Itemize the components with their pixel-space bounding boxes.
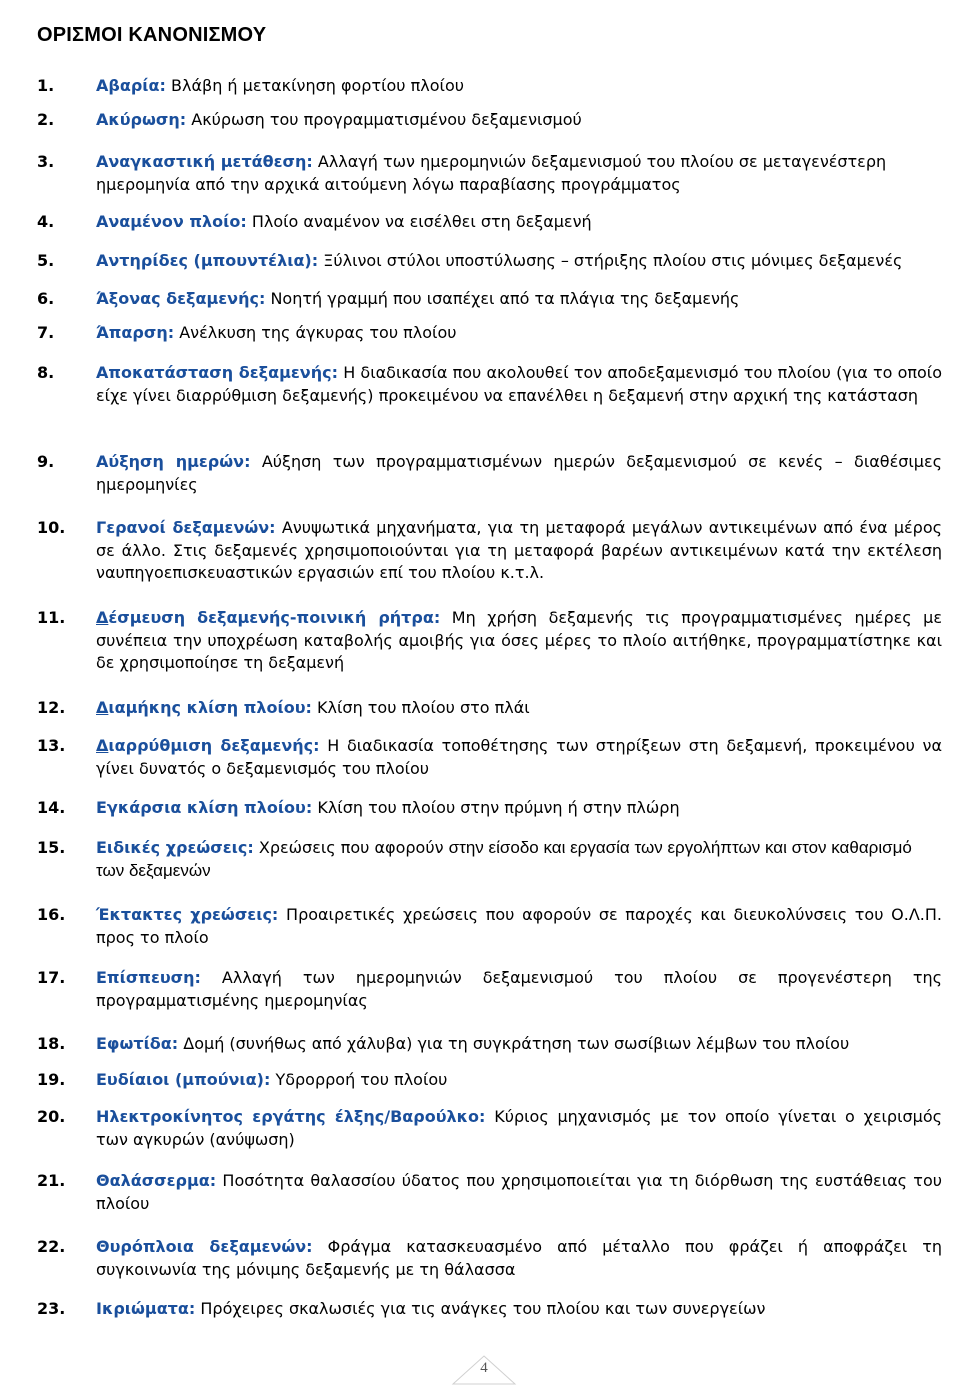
item-definition: Ξύλινοι στύλοι υποστύλωσης – στήριξης πλοίου στις μόνιμες δεξαμενές (323, 251, 903, 270)
page-number: 4 (480, 1360, 488, 1376)
item-definition: Αλλαγή των ημερομηνιών δεξαμενισμού του πλοίου σε μεταγενέστερη ημερομηνία από την αρχικά αιτούμενη λόγω παραβίασης προγράμματος (96, 152, 887, 194)
item-number: 15. (37, 838, 66, 857)
item-number: 13. (37, 736, 66, 755)
item-term: Άπαρση: (96, 323, 175, 342)
item-number: 16. (37, 905, 66, 924)
item-body (96, 288, 942, 311)
item-number: 4. (37, 212, 55, 231)
item-definition: Πλοίο αναμένον να εισέλθει στη δεξαμενή (251, 212, 592, 231)
item-definition: Μη χρήση δεξαμενής τις προγραμματισμένες ημέρες με συνέπεια την υποχρέωση καταβολής αμοιβής για όσες μέρες το πλοίο αιτήθηκε, προγραμματίστηκε και δε χρησιμοποίησε τη δεξαμενή (96, 608, 942, 672)
item-body (96, 1170, 942, 1215)
item-definition: Ανέλκυση της άγκυρας του πλοίου (179, 323, 457, 342)
item-term-initial: Δ (96, 736, 109, 755)
item-number: 2. (37, 110, 55, 129)
item-term: Επίσπευση: (96, 968, 201, 987)
item-body (96, 837, 942, 882)
item-body (96, 967, 942, 1012)
item-term: Ικριώματα: (96, 1299, 196, 1318)
item-definition: Πρόχειρες σκαλωσιές για τις ανάγκες του πλοίου και των συνεργείων (200, 1299, 766, 1318)
item-number: 3. (37, 152, 55, 171)
item-number: 11. (37, 608, 66, 627)
item-definition: Αύξηση των προγραμματισμένων ημερών δεξαμενισμού σε κενές – διαθέσιμες ημερομηνίες (96, 452, 942, 494)
item-body (96, 451, 942, 496)
item-term: ιαμήκης κλίση πλοίου: (108, 698, 312, 717)
item-term: Αναμένον πλοίο: (96, 212, 247, 231)
item-number: 18. (37, 1034, 66, 1053)
item-term: Αβαρία: (96, 76, 166, 95)
item-term: Ευδίαιοι (μπούνια): (96, 1070, 271, 1089)
item-body (96, 1236, 942, 1281)
item-number: 14. (37, 798, 66, 817)
item-term: Έκτακτες χρεώσεις: (96, 905, 279, 924)
item-body (96, 1106, 942, 1151)
item-number: 22. (37, 1237, 66, 1256)
item-body (96, 904, 942, 949)
item-term: Θυρόπλοια δεξαμενών: (96, 1237, 313, 1256)
item-body (96, 797, 942, 820)
item-term: Ακύρωση: (96, 110, 187, 129)
item-definition: Κλίση του πλοίου στην πρύμνη ή στην πλώρη (317, 798, 680, 817)
item-definition: Φράγμα κατασκευασμένο από μέταλλο που φράζει ή αποφράζει τη συγκοινωνία της μόνιμης δεξαμενής με τη θάλασσα (96, 1237, 942, 1279)
item-definition: Ποσότητα θαλασσίου ύδατος που χρησιμοποιείται για τη διόρθωση της ευστάθειας του πλοίου (96, 1171, 942, 1213)
item-number: 19. (37, 1070, 66, 1089)
item-term: Ειδικές χρεώσεις: (96, 838, 254, 857)
item-number: 20. (37, 1107, 66, 1126)
item-definition: Προαιρετικές χρεώσεις που αφορούν σε παροχές και διευκολύνσεις του Ο.Λ.Π. προς το πλοίο (96, 905, 942, 947)
item-definition: Δομή (συνήθως από χάλυβα) για τη συγκράτηση των σωσίβιων λέμβων του πλοίου (183, 1034, 850, 1053)
item-body (96, 211, 942, 234)
item-number: 5. (37, 251, 55, 270)
item-term: Αύξηση ημερών: (96, 452, 251, 471)
item-definition: Κύριος μηχανισμός με τον οποίο γίνεται ο χειρισμός των αγκυρών (ανύψωση) (96, 1107, 942, 1149)
item-term: Αντηρίδες (μπουντέλια): (96, 251, 319, 270)
item-definition: Νοητή γραμμή που ισαπέχει από τα πλάγια της δεξαμενής (270, 289, 740, 308)
item-definition: Βλάβη ή μετακίνηση φορτίου πλοίου (171, 76, 464, 95)
item-term: Εφωτίδα: (96, 1034, 179, 1053)
item-term: Αναγκαστική μετάθεση: (96, 152, 313, 171)
item-body (96, 1069, 942, 1092)
item-number: 12. (37, 698, 66, 717)
item-body (96, 322, 942, 345)
item-body (96, 607, 942, 675)
item-number: 7. (37, 323, 55, 342)
item-body (96, 362, 942, 407)
item-definition: Ανυψωτικά μηχανήματα, για τη μεταφορά μεγάλων αντικειμένων από ένα μέρος σε άλλο. Στις δεξαμενές χρησιμοποιούνται για τη μεταφορά βαρέων αντικειμένων κατά την εκτέλεση ναυπηγοεπισκευαστικών εργασιών επί του πλοίου κ.τ.λ. (96, 518, 943, 582)
item-term: έσμευση δεξαμενής-ποινική ρήτρα: (108, 608, 441, 627)
item-body (96, 109, 942, 132)
item-number: 8. (37, 363, 55, 382)
item-number: 17. (37, 968, 66, 987)
item-body (96, 151, 942, 196)
item-definition: Η διαδικασία που ακολουθεί τον αποδεξαμενισμό του πλοίου (για το οποίο είχε γίνει διαρρύθμιση δεξαμενής) προκειμένου να επανέλθει η δεξαμενή στην αρχική της κατάσταση (96, 363, 943, 405)
item-term: Άξονας δεξαμενής: (96, 289, 266, 308)
item-term: Ηλεκτροκίνητος εργάτης έλξης/Βαρούλκο: (96, 1107, 486, 1126)
item-term: ιαρρύθμιση δεξαμενής: (108, 736, 320, 755)
item-term: Γερανοί δεξαμενών: (96, 518, 276, 537)
item-term: Αποκατάσταση δεξαμενής: (96, 363, 338, 382)
item-number: 9. (37, 452, 55, 471)
item-definition: Χρεώσεις που αφορούν (258, 838, 444, 857)
item-term: Θαλάσσερμα: (96, 1171, 217, 1190)
item-number: 10. (37, 518, 66, 537)
item-number: 23. (37, 1299, 66, 1318)
item-term-initial: Δ (96, 698, 109, 717)
item-body (96, 735, 942, 780)
item-definition: Αλλαγή των ημερομηνιών δεξαμενισμού του πλοίου σε προγενέστερη της προγραμματισμένης ημερομηνίας (96, 968, 942, 1010)
item-definition-continued: στην είσοδο και εργασία των εργολήπτων και στον καθαρισμό των δεξαμενών (96, 838, 912, 880)
item-definition: Η διαδικασία τοποθέτησης των στηρίξεων στη δεξαμενή, προκειμένου να γίνει δυνατός ο δεξαμενισμός του πλοίου (96, 736, 942, 778)
item-body (96, 75, 942, 98)
item-definition: Ακύρωση του προγραμματισμένου δεξαμενισμού (191, 110, 582, 129)
page-title: ΟΡΙΣΜΟΙ ΚΑΝΟΝΙΣΜΟΥ (37, 24, 267, 46)
item-term-initial: Δ (96, 608, 109, 627)
item-number: 1. (37, 76, 55, 95)
item-body (96, 517, 942, 585)
item-definition: Κλίση του πλοίου στο πλάι (317, 698, 530, 717)
page-number-badge (451, 1354, 517, 1388)
item-definition: Υδρορροή του πλοίου (275, 1070, 448, 1089)
item-number: 21. (37, 1171, 66, 1190)
item-body (96, 250, 942, 273)
item-term: Εγκάρσια κλίση πλοίου: (96, 798, 313, 817)
item-body (96, 1298, 942, 1321)
item-number: 6. (37, 289, 55, 308)
item-body (96, 697, 942, 720)
item-body (96, 1033, 942, 1056)
